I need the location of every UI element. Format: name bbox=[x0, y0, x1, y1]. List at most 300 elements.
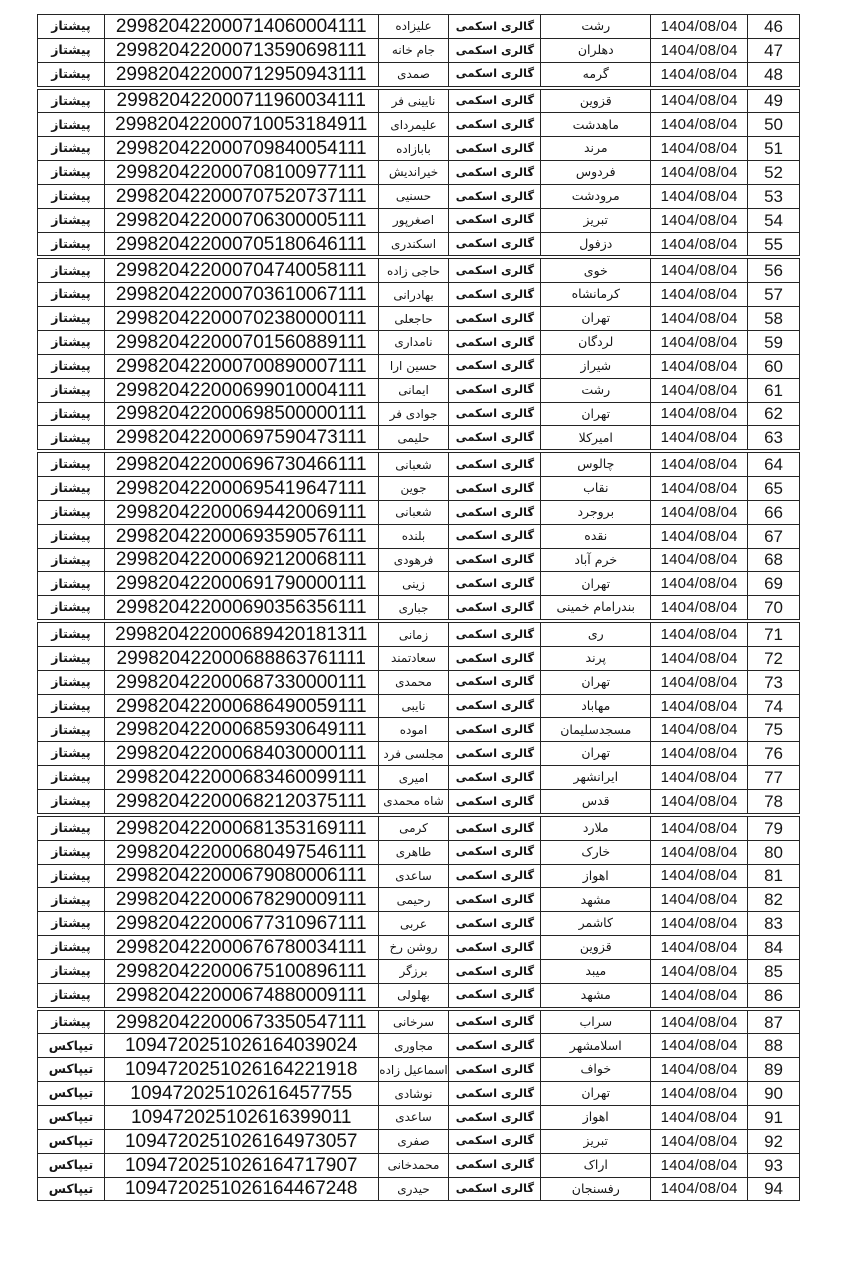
recipient-name-cell: اموده bbox=[378, 718, 449, 741]
recipient-name-cell: محمدخانی bbox=[378, 1154, 449, 1177]
tracking-number-cell: 299820422000709840054111 bbox=[104, 137, 378, 160]
row-number-cell: 92 bbox=[747, 1130, 799, 1153]
service-type-cell: پیشتاز bbox=[51, 820, 91, 836]
row-number-cell: 52 bbox=[747, 161, 799, 184]
service-type-cell: پیشتاز bbox=[51, 504, 91, 520]
destination-city-cell: اسلامشهر bbox=[540, 1034, 650, 1057]
row-number-cell: 60 bbox=[747, 355, 799, 378]
date-cell: 1404/08/04 bbox=[650, 379, 747, 402]
destination-city-cell: تهران bbox=[540, 671, 650, 694]
sender-name-cell: گالری اسکمی bbox=[448, 1058, 540, 1081]
tracking-number-cell: 299820422000697590473111 bbox=[104, 426, 378, 449]
row-number-cell: 69 bbox=[747, 572, 799, 595]
service-type-cell: پیشتاز bbox=[51, 164, 91, 180]
row-number-cell: 62 bbox=[747, 403, 799, 426]
destination-city-cell: اراک bbox=[540, 1154, 650, 1177]
tracking-number-cell: 299820422000682120375111 bbox=[104, 790, 378, 813]
date-cell: 1404/08/04 bbox=[650, 936, 747, 959]
row-number-cell: 51 bbox=[747, 137, 799, 160]
destination-city-cell: خواف bbox=[540, 1058, 650, 1081]
date-cell: 1404/08/04 bbox=[650, 355, 747, 378]
sender-name-cell: گالری اسکمی bbox=[448, 283, 540, 306]
destination-city-cell: رفسنجان bbox=[540, 1178, 650, 1201]
row-number-cell: 94 bbox=[747, 1178, 799, 1201]
service-type-cell: پیشتاز bbox=[51, 650, 91, 666]
row-number-cell: 91 bbox=[747, 1106, 799, 1129]
row-number-cell: 63 bbox=[747, 426, 799, 449]
date-cell: 1404/08/04 bbox=[650, 113, 747, 136]
destination-city-cell: تهران bbox=[540, 1082, 650, 1105]
date-cell: 1404/08/04 bbox=[650, 647, 747, 670]
destination-city-cell: تبریز bbox=[540, 209, 650, 232]
recipient-name-cell: صفری bbox=[378, 1130, 449, 1153]
service-type-cell: تیپاکس bbox=[48, 1037, 94, 1053]
recipient-name-cell: مجلسی فرد bbox=[378, 742, 449, 765]
row-number-cell: 84 bbox=[747, 936, 799, 959]
table-row bbox=[37, 136, 800, 161]
sender-name-cell: گالری اسکمی bbox=[448, 355, 540, 378]
recipient-name-cell: علیمردای bbox=[378, 113, 449, 136]
service-type-cell: پیشتاز bbox=[51, 188, 91, 204]
destination-city-cell: مرودشت bbox=[540, 185, 650, 208]
recipient-name-cell: ساعدی bbox=[378, 1106, 449, 1129]
row-number-cell: 46 bbox=[747, 15, 799, 38]
table-row bbox=[37, 622, 800, 647]
destination-city-cell: چالوس bbox=[540, 453, 650, 476]
destination-city-cell: سراب bbox=[540, 1011, 650, 1034]
service-type-cell: پیشتاز bbox=[51, 92, 91, 108]
row-number-cell: 90 bbox=[747, 1082, 799, 1105]
service-type-cell: پیشتاز bbox=[51, 986, 91, 1002]
tracking-number-cell: 299820422000699010004111 bbox=[104, 379, 378, 402]
row-number-cell: 50 bbox=[747, 113, 799, 136]
recipient-name-cell: مجاوری bbox=[378, 1034, 449, 1057]
table-row bbox=[37, 571, 800, 596]
table-row bbox=[37, 935, 800, 960]
row-number-cell: 53 bbox=[747, 185, 799, 208]
date-cell: 1404/08/04 bbox=[650, 90, 747, 113]
row-number-cell: 79 bbox=[747, 817, 799, 840]
recipient-name-cell: شاه محمدی bbox=[378, 790, 449, 813]
table-row bbox=[37, 887, 800, 912]
row-number-cell: 68 bbox=[747, 549, 799, 572]
date-cell: 1404/08/04 bbox=[650, 1011, 747, 1034]
row-number-cell: 89 bbox=[747, 1058, 799, 1081]
recipient-name-cell: حسنیی bbox=[378, 185, 449, 208]
row-number-cell: 67 bbox=[747, 525, 799, 548]
tracking-number-cell: 299820422000686490059111 bbox=[104, 695, 378, 718]
service-type-cell: پیشتاز bbox=[51, 599, 91, 615]
table-row bbox=[37, 1081, 800, 1106]
date-cell: 1404/08/04 bbox=[650, 453, 747, 476]
tracking-number-cell: 299820422000688863761111 bbox=[104, 647, 378, 670]
destination-city-cell: تهران bbox=[540, 742, 650, 765]
sender-name-cell: گالری اسکمی bbox=[448, 671, 540, 694]
sender-name-cell: گالری اسکمی bbox=[448, 1106, 540, 1129]
sender-name-cell: گالری اسکمی bbox=[448, 525, 540, 548]
tracking-number-cell: 299820422000694420069111 bbox=[104, 501, 378, 524]
recipient-name-cell: روشن رخ bbox=[378, 936, 449, 959]
service-type-cell: پیشتاز bbox=[51, 429, 91, 445]
date-cell: 1404/08/04 bbox=[650, 525, 747, 548]
destination-city-cell: امیرکلا bbox=[540, 426, 650, 449]
sender-name-cell: گالری اسکمی bbox=[448, 379, 540, 402]
recipient-name-cell: بهادرانی bbox=[378, 283, 449, 306]
tracking-number-cell: 109472025102616399011 bbox=[104, 1106, 378, 1129]
tracking-number-cell: 299820422000677310967111 bbox=[104, 912, 378, 935]
tracking-number-cell: 1094720251026164717907 bbox=[104, 1154, 378, 1177]
table-row bbox=[37, 476, 800, 501]
row-number-cell: 85 bbox=[747, 960, 799, 983]
sender-name-cell: گالری اسکمی bbox=[448, 1154, 540, 1177]
table-row bbox=[37, 425, 800, 450]
table-row bbox=[37, 789, 800, 814]
recipient-name-cell: بابازاده bbox=[378, 137, 449, 160]
date-cell: 1404/08/04 bbox=[650, 259, 747, 282]
shipment-tracking-table bbox=[37, 15, 800, 1201]
tracking-number-cell: 299820422000678290009111 bbox=[104, 888, 378, 911]
service-type-cell: پیشتاز bbox=[51, 793, 91, 809]
recipient-name-cell: اصغرپور bbox=[378, 209, 449, 232]
destination-city-cell: اهواز bbox=[540, 1106, 650, 1129]
destination-city-cell: پرند bbox=[540, 647, 650, 670]
row-number-cell: 47 bbox=[747, 39, 799, 62]
table-row bbox=[37, 959, 800, 984]
service-type-cell: پیشتاز bbox=[51, 456, 91, 472]
sender-name-cell: گالری اسکمی bbox=[448, 1034, 540, 1057]
service-type-cell: پیشتاز bbox=[51, 963, 91, 979]
recipient-name-cell: نامداری bbox=[378, 331, 449, 354]
tracking-number-cell: 299820422000702380000111 bbox=[104, 307, 378, 330]
tracking-number-cell: 299820422000714060004111 bbox=[104, 15, 378, 38]
recipient-name-cell: ایمانی bbox=[378, 379, 449, 402]
date-cell: 1404/08/04 bbox=[650, 596, 747, 619]
table-row bbox=[37, 38, 800, 63]
destination-city-cell: تهران bbox=[540, 307, 650, 330]
row-number-cell: 86 bbox=[747, 984, 799, 1007]
recipient-name-cell: جوادی فر bbox=[378, 403, 449, 426]
service-type-cell: پیشتاز bbox=[51, 18, 91, 34]
table-row bbox=[37, 208, 800, 233]
table-row bbox=[37, 62, 800, 87]
destination-city-cell: قزوین bbox=[540, 936, 650, 959]
sender-name-cell: گالری اسکمی bbox=[448, 596, 540, 619]
service-type-cell: پیشتاز bbox=[51, 334, 91, 350]
table-row bbox=[37, 1057, 800, 1082]
date-cell: 1404/08/04 bbox=[650, 1106, 747, 1129]
tracking-number-cell: 1094720251026164221918 bbox=[104, 1058, 378, 1081]
tracking-number-cell: 299820422000685930649111 bbox=[104, 718, 378, 741]
row-number-cell: 87 bbox=[747, 1011, 799, 1034]
destination-city-cell: دزفول bbox=[540, 233, 650, 256]
recipient-name-cell: حلیمی bbox=[378, 426, 449, 449]
row-number-cell: 54 bbox=[747, 209, 799, 232]
date-cell: 1404/08/04 bbox=[650, 39, 747, 62]
destination-city-cell: کاشمر bbox=[540, 912, 650, 935]
service-type-cell: پیشتاز bbox=[51, 42, 91, 58]
destination-city-cell: مهاباد bbox=[540, 695, 650, 718]
service-type-cell: پیشتاز bbox=[51, 262, 91, 278]
sender-name-cell: گالری اسکمی bbox=[448, 817, 540, 840]
table-row bbox=[37, 402, 800, 427]
service-type-cell: پیشتاز bbox=[51, 867, 91, 883]
recipient-name-cell: نوشادی bbox=[378, 1082, 449, 1105]
table-row bbox=[37, 1010, 800, 1035]
tracking-number-cell: 299820422000691790000111 bbox=[104, 572, 378, 595]
table-row bbox=[37, 330, 800, 355]
table-row bbox=[37, 595, 800, 620]
service-type-cell: پیشتاز bbox=[51, 843, 91, 859]
recipient-name-cell: برزگر bbox=[378, 960, 449, 983]
destination-city-cell: نقاب bbox=[540, 477, 650, 500]
destination-city-cell: اهواز bbox=[540, 865, 650, 888]
sender-name-cell: گالری اسکمی bbox=[448, 718, 540, 741]
destination-city-cell: خارک bbox=[540, 841, 650, 864]
recipient-name-cell: فرهودی bbox=[378, 549, 449, 572]
date-cell: 1404/08/04 bbox=[650, 671, 747, 694]
tracking-number-cell: 299820422000679080006111 bbox=[104, 865, 378, 888]
date-cell: 1404/08/04 bbox=[650, 1058, 747, 1081]
date-cell: 1404/08/04 bbox=[650, 960, 747, 983]
recipient-name-cell: علیزاده bbox=[378, 15, 449, 38]
destination-city-cell: شیراز bbox=[540, 355, 650, 378]
service-type-cell: تیپاکس bbox=[48, 1109, 94, 1125]
date-cell: 1404/08/04 bbox=[650, 766, 747, 789]
table-row bbox=[37, 160, 800, 185]
recipient-name-cell: اسماعیل زاده bbox=[378, 1058, 449, 1081]
sender-name-cell: گالری اسکمی bbox=[448, 549, 540, 572]
recipient-name-cell: بلنده bbox=[378, 525, 449, 548]
date-cell: 1404/08/04 bbox=[650, 742, 747, 765]
recipient-name-cell: زمانی bbox=[378, 623, 449, 646]
sender-name-cell: گالری اسکمی bbox=[448, 912, 540, 935]
destination-city-cell: ری bbox=[540, 623, 650, 646]
date-cell: 1404/08/04 bbox=[650, 209, 747, 232]
date-cell: 1404/08/04 bbox=[650, 984, 747, 1007]
destination-city-cell: تهران bbox=[540, 572, 650, 595]
destination-city-cell: قدس bbox=[540, 790, 650, 813]
sender-name-cell: گالری اسکمی bbox=[448, 185, 540, 208]
service-type-cell: پیشتاز bbox=[51, 116, 91, 132]
tracking-number-cell: 299820422000695419647111 bbox=[104, 477, 378, 500]
service-type-cell: پیشتاز bbox=[51, 626, 91, 642]
service-type-cell: پیشتاز bbox=[51, 939, 91, 955]
table-row bbox=[37, 765, 800, 790]
sender-name-cell: گالری اسکمی bbox=[448, 623, 540, 646]
table-row bbox=[37, 184, 800, 209]
service-type-cell: پیشتاز bbox=[51, 480, 91, 496]
tracking-number-cell: 299820422000707520737111 bbox=[104, 185, 378, 208]
row-number-cell: 81 bbox=[747, 865, 799, 888]
recipient-name-cell: جباری bbox=[378, 596, 449, 619]
table-row bbox=[37, 548, 800, 573]
date-cell: 1404/08/04 bbox=[650, 865, 747, 888]
date-cell: 1404/08/04 bbox=[650, 695, 747, 718]
tracking-number-cell: 299820422000687330000111 bbox=[104, 671, 378, 694]
tracking-number-cell: 299820422000675100896111 bbox=[104, 960, 378, 983]
sender-name-cell: گالری اسکمی bbox=[448, 501, 540, 524]
recipient-name-cell: طاهری bbox=[378, 841, 449, 864]
row-number-cell: 77 bbox=[747, 766, 799, 789]
destination-city-cell: رشت bbox=[540, 15, 650, 38]
sender-name-cell: گالری اسکمی bbox=[448, 960, 540, 983]
table-row bbox=[37, 452, 800, 477]
recipient-name-cell: صمدی bbox=[378, 63, 449, 86]
tracking-number-cell: 299820422000713590698111 bbox=[104, 39, 378, 62]
sender-name-cell: گالری اسکمی bbox=[448, 865, 540, 888]
destination-city-cell: رشت bbox=[540, 379, 650, 402]
sender-name-cell: گالری اسکمی bbox=[448, 647, 540, 670]
recipient-name-cell: جوین bbox=[378, 477, 449, 500]
sender-name-cell: گالری اسکمی bbox=[448, 209, 540, 232]
row-number-cell: 58 bbox=[747, 307, 799, 330]
row-number-cell: 80 bbox=[747, 841, 799, 864]
table-row bbox=[37, 112, 800, 137]
sender-name-cell: گالری اسکمی bbox=[448, 841, 540, 864]
table-row bbox=[37, 354, 800, 379]
date-cell: 1404/08/04 bbox=[650, 403, 747, 426]
table-row bbox=[37, 1033, 800, 1058]
date-cell: 1404/08/04 bbox=[650, 161, 747, 184]
tracking-number-cell: 109472025102616457755 bbox=[104, 1082, 378, 1105]
destination-city-cell: فردوس bbox=[540, 161, 650, 184]
row-number-cell: 71 bbox=[747, 623, 799, 646]
date-cell: 1404/08/04 bbox=[650, 307, 747, 330]
row-number-cell: 75 bbox=[747, 718, 799, 741]
service-type-cell: پیشتاز bbox=[51, 575, 91, 591]
date-cell: 1404/08/04 bbox=[650, 15, 747, 38]
date-cell: 1404/08/04 bbox=[650, 137, 747, 160]
tracking-number-cell: 299820422000704740058111 bbox=[104, 259, 378, 282]
sender-name-cell: گالری اسکمی bbox=[448, 984, 540, 1007]
table-row bbox=[37, 89, 800, 114]
sender-name-cell: گالری اسکمی bbox=[448, 39, 540, 62]
sender-name-cell: گالری اسکمی bbox=[448, 1082, 540, 1105]
tracking-number-cell: 299820422000673350547111 bbox=[104, 1011, 378, 1034]
destination-city-cell: مشهد bbox=[540, 984, 650, 1007]
destination-city-cell: کرمانشاه bbox=[540, 283, 650, 306]
recipient-name-cell: شعبانی bbox=[378, 453, 449, 476]
date-cell: 1404/08/04 bbox=[650, 841, 747, 864]
row-number-cell: 93 bbox=[747, 1154, 799, 1177]
sender-name-cell: گالری اسکمی bbox=[448, 766, 540, 789]
service-type-cell: پیشتاز bbox=[51, 551, 91, 567]
recipient-name-cell: عربی bbox=[378, 912, 449, 935]
destination-city-cell: میبد bbox=[540, 960, 650, 983]
tracking-number-cell: 299820422000701560889111 bbox=[104, 331, 378, 354]
tracking-number-cell: 299820422000681353169111 bbox=[104, 817, 378, 840]
row-number-cell: 48 bbox=[747, 63, 799, 86]
tracking-number-cell: 299820422000712950943111 bbox=[104, 63, 378, 86]
recipient-name-cell: رحیمی bbox=[378, 888, 449, 911]
service-type-cell: پیشتاز bbox=[51, 891, 91, 907]
table-row bbox=[37, 816, 800, 841]
row-number-cell: 55 bbox=[747, 233, 799, 256]
service-type-cell: پیشتاز bbox=[51, 140, 91, 156]
date-cell: 1404/08/04 bbox=[650, 63, 747, 86]
date-cell: 1404/08/04 bbox=[650, 790, 747, 813]
tracking-number-cell: 299820422000703610067111 bbox=[104, 283, 378, 306]
recipient-name-cell: سعادتمند bbox=[378, 647, 449, 670]
service-type-cell: پیشتاز bbox=[51, 405, 91, 421]
row-number-cell: 61 bbox=[747, 379, 799, 402]
date-cell: 1404/08/04 bbox=[650, 1082, 747, 1105]
date-cell: 1404/08/04 bbox=[650, 572, 747, 595]
table-row bbox=[37, 670, 800, 695]
date-cell: 1404/08/04 bbox=[650, 501, 747, 524]
sender-name-cell: گالری اسکمی bbox=[448, 307, 540, 330]
service-type-cell: تیپاکس bbox=[48, 1156, 94, 1172]
sender-name-cell: گالری اسکمی bbox=[448, 161, 540, 184]
date-cell: 1404/08/04 bbox=[650, 477, 747, 500]
row-number-cell: 59 bbox=[747, 331, 799, 354]
sender-name-cell: گالری اسکمی bbox=[448, 936, 540, 959]
destination-city-cell: گرمه bbox=[540, 63, 650, 86]
destination-city-cell: تبریز bbox=[540, 1130, 650, 1153]
destination-city-cell: قزوین bbox=[540, 90, 650, 113]
date-cell: 1404/08/04 bbox=[650, 185, 747, 208]
recipient-name-cell: حسین ارا bbox=[378, 355, 449, 378]
destination-city-cell: ملارد bbox=[540, 817, 650, 840]
row-number-cell: 70 bbox=[747, 596, 799, 619]
recipient-name-cell: حاجی زاده bbox=[378, 259, 449, 282]
table-row bbox=[37, 14, 800, 39]
table-row bbox=[37, 911, 800, 936]
table-row bbox=[37, 1177, 800, 1202]
tracking-number-cell: 299820422000674880009111 bbox=[104, 984, 378, 1007]
destination-city-cell: خوی bbox=[540, 259, 650, 282]
table-row bbox=[37, 1153, 800, 1178]
date-cell: 1404/08/04 bbox=[650, 331, 747, 354]
table-row bbox=[37, 1105, 800, 1130]
destination-city-cell: ایرانشهر bbox=[540, 766, 650, 789]
table-row bbox=[37, 694, 800, 719]
table-row bbox=[37, 741, 800, 766]
date-cell: 1404/08/04 bbox=[650, 1034, 747, 1057]
recipient-name-cell: زینی bbox=[378, 572, 449, 595]
tracking-number-cell: 299820422000690356356111 bbox=[104, 596, 378, 619]
service-type-cell: پیشتاز bbox=[51, 235, 91, 251]
tracking-number-cell: 299820422000698500000111 bbox=[104, 403, 378, 426]
tracking-number-cell: 299820422000684030000111 bbox=[104, 742, 378, 765]
tracking-number-cell: 299820422000710053184911 bbox=[104, 113, 378, 136]
table-row bbox=[37, 500, 800, 525]
recipient-name-cell: حاجعلی bbox=[378, 307, 449, 330]
sender-name-cell: گالری اسکمی bbox=[448, 15, 540, 38]
service-type-cell: پیشتاز bbox=[51, 381, 91, 397]
date-cell: 1404/08/04 bbox=[650, 426, 747, 449]
tracking-number-cell: 1094720251026164039024 bbox=[104, 1034, 378, 1057]
tracking-number-cell: 299820422000700890007111 bbox=[104, 355, 378, 378]
date-cell: 1404/08/04 bbox=[650, 718, 747, 741]
date-cell: 1404/08/04 bbox=[650, 233, 747, 256]
service-type-cell: پیشتاز bbox=[51, 673, 91, 689]
row-number-cell: 74 bbox=[747, 695, 799, 718]
tracking-number-cell: 299820422000706300005111 bbox=[104, 209, 378, 232]
table-row bbox=[37, 840, 800, 865]
service-type-cell: تیپاکس bbox=[48, 1085, 94, 1101]
row-number-cell: 82 bbox=[747, 888, 799, 911]
recipient-name-cell: خیراندیش bbox=[378, 161, 449, 184]
tracking-number-cell: 299820422000676780034111 bbox=[104, 936, 378, 959]
sender-name-cell: گالری اسکمی bbox=[448, 113, 540, 136]
service-type-cell: پیشتاز bbox=[51, 769, 91, 785]
sender-name-cell: گالری اسکمی bbox=[448, 63, 540, 86]
row-number-cell: 72 bbox=[747, 647, 799, 670]
row-number-cell: 73 bbox=[747, 671, 799, 694]
recipient-name-cell: محمدی bbox=[378, 671, 449, 694]
sender-name-cell: گالری اسکمی bbox=[448, 1011, 540, 1034]
